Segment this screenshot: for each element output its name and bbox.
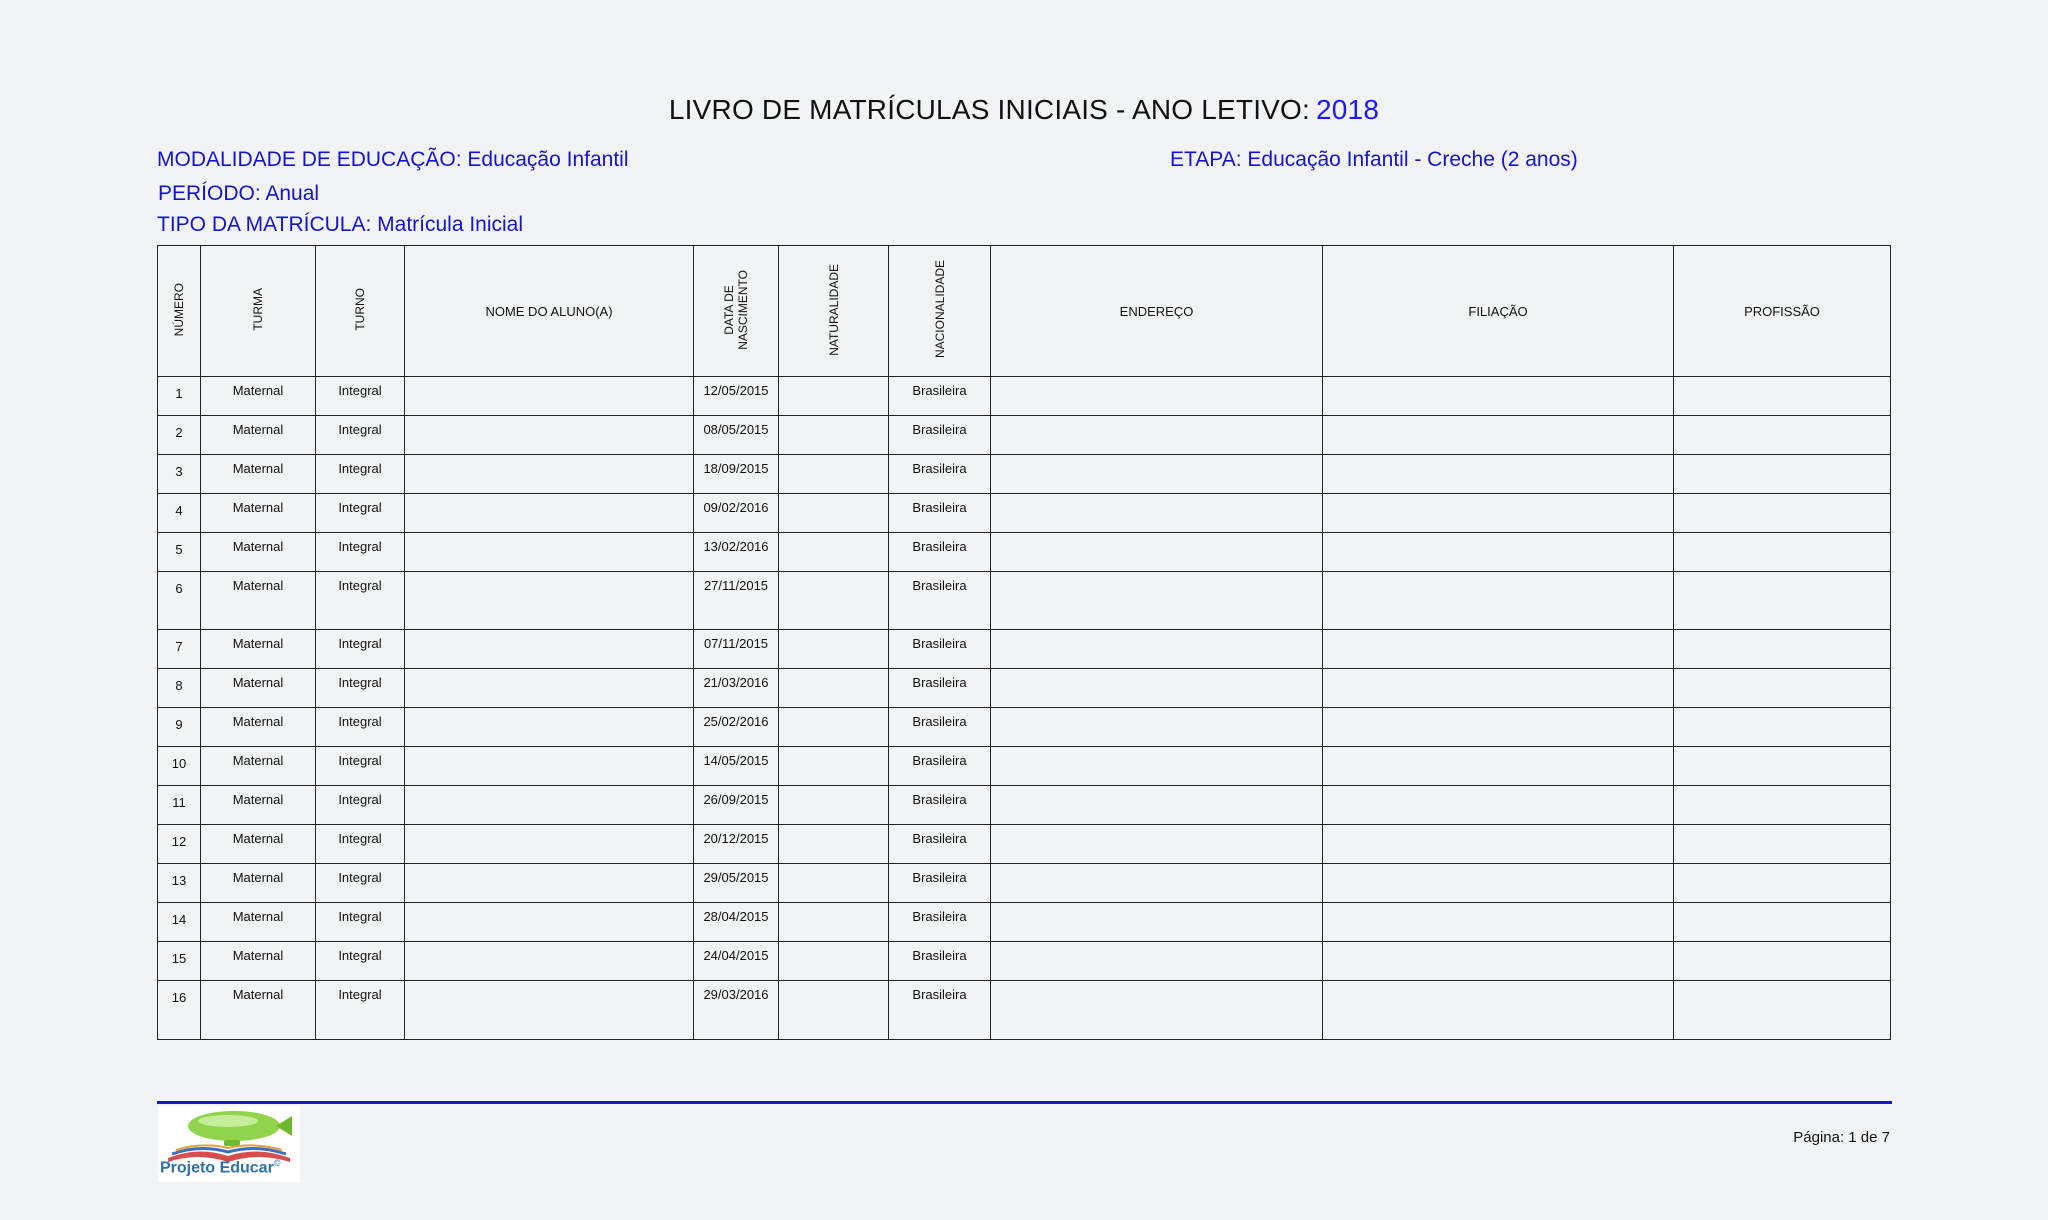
cell-numero: 9 [158, 708, 201, 747]
cell-turno: Integral [316, 455, 405, 494]
cell-turma: Maternal [201, 903, 316, 942]
table-row [158, 455, 1891, 494]
col-nome-label: NOME DO ALUNO(A) [485, 303, 613, 319]
cell-turno: Integral [316, 981, 405, 1040]
cell-naturalidade [779, 708, 889, 747]
cell-turno: Integral [316, 630, 405, 669]
cell-profissao [1674, 708, 1891, 747]
cell-naturalidade [779, 786, 889, 825]
cell-turno: Integral [316, 533, 405, 572]
cell-profissao [1674, 981, 1891, 1040]
cell-profissao [1674, 455, 1891, 494]
cell-turma: Maternal [201, 747, 316, 786]
cell-filiacao [1323, 708, 1674, 747]
cell-nome [405, 572, 694, 630]
cell-numero: 14 [158, 903, 201, 942]
cell-turno: Integral [316, 572, 405, 630]
cell-numero: 8 [158, 669, 201, 708]
cell-turma: Maternal [201, 416, 316, 455]
cell-turno: Integral [316, 864, 405, 903]
table-row [158, 630, 1891, 669]
cell-numero: 7 [158, 630, 201, 669]
cell-numero: 3 [158, 455, 201, 494]
cell-naturalidade [779, 864, 889, 903]
cell-profissao [1674, 572, 1891, 630]
table-row [158, 533, 1891, 572]
cell-data-nascimento: 28/04/2015 [694, 903, 779, 942]
cell-data-nascimento: 18/09/2015 [694, 455, 779, 494]
logo-mark: © [273, 1158, 281, 1168]
cell-profissao [1674, 630, 1891, 669]
col-turma [201, 246, 316, 377]
cell-endereco [991, 786, 1323, 825]
cell-profissao [1674, 416, 1891, 455]
cell-endereco [991, 572, 1323, 630]
cell-naturalidade [779, 669, 889, 708]
cell-nacionalidade: Brasileira [889, 455, 991, 494]
page-number: Página: 1 de 7 [1793, 1129, 1890, 1146]
cell-nome [405, 669, 694, 708]
col-numero [158, 246, 201, 377]
cell-filiacao [1323, 416, 1674, 455]
cell-filiacao [1323, 455, 1674, 494]
cell-profissao [1674, 903, 1891, 942]
cell-turma: Maternal [201, 981, 316, 1040]
cell-data-nascimento: 09/02/2016 [694, 494, 779, 533]
cell-data-nascimento: 12/05/2015 [694, 377, 779, 416]
cell-filiacao [1323, 494, 1674, 533]
cell-nacionalidade: Brasileira [889, 630, 991, 669]
table-row [158, 942, 1891, 981]
cell-turma: Maternal [201, 630, 316, 669]
cell-nacionalidade: Brasileira [889, 747, 991, 786]
cell-nome [405, 864, 694, 903]
cell-turno: Integral [316, 825, 405, 864]
cell-endereco [991, 669, 1323, 708]
cell-nome [405, 708, 694, 747]
col-data-label [722, 270, 750, 350]
title-text: LIVRO DE MATRÍCULAS INICIAIS - ANO LETIVO: [668, 94, 1311, 125]
cell-endereco [991, 494, 1323, 533]
cell-data-nascimento: 13/02/2016 [694, 533, 779, 572]
col-profissao-label: PROFISSÃO [1744, 303, 1820, 319]
cell-data-nascimento: 25/02/2016 [694, 708, 779, 747]
cell-naturalidade [779, 572, 889, 630]
periodo-label: PERÍODO: Anual [158, 182, 320, 205]
cell-data-nascimento: 20/12/2015 [694, 825, 779, 864]
cell-profissao [1674, 864, 1891, 903]
cell-turno: Integral [316, 747, 405, 786]
cell-nome [405, 747, 694, 786]
footer-rule [157, 1101, 1892, 1104]
logo-name: Projeto Educar [160, 1159, 274, 1177]
cell-profissao [1674, 533, 1891, 572]
cell-profissao [1674, 377, 1891, 416]
cell-nome [405, 377, 694, 416]
cell-naturalidade [779, 903, 889, 942]
cell-nacionalidade: Brasileira [889, 942, 991, 981]
cell-endereco [991, 377, 1323, 416]
cell-nacionalidade: Brasileira [889, 786, 991, 825]
cell-turma: Maternal [201, 572, 316, 630]
cell-nome [405, 825, 694, 864]
cell-naturalidade [779, 416, 889, 455]
cell-numero: 2 [158, 416, 201, 455]
cell-endereco [991, 455, 1323, 494]
col-naturalidade [779, 246, 889, 377]
cell-nacionalidade: Brasileira [889, 494, 991, 533]
cell-turno: Integral [316, 708, 405, 747]
cell-naturalidade [779, 981, 889, 1040]
cell-data-nascimento: 26/09/2015 [694, 786, 779, 825]
cell-endereco [991, 981, 1323, 1040]
cell-numero: 16 [158, 981, 201, 1040]
table-row [158, 669, 1891, 708]
cell-filiacao [1323, 786, 1674, 825]
col-turma-label: TURMA [251, 288, 265, 331]
cell-data-nascimento: 21/03/2016 [694, 669, 779, 708]
col-filiacao-label: FILIAÇÃO [1468, 303, 1528, 319]
cell-data-nascimento: 29/05/2015 [694, 864, 779, 903]
cell-nome [405, 416, 694, 455]
cell-filiacao [1323, 630, 1674, 669]
cell-filiacao [1323, 533, 1674, 572]
cell-filiacao [1323, 747, 1674, 786]
cell-profissao [1674, 747, 1891, 786]
cell-nome [405, 903, 694, 942]
cell-turno: Integral [316, 669, 405, 708]
cell-turma: Maternal [201, 494, 316, 533]
cell-numero: 5 [158, 533, 201, 572]
table-row [158, 572, 1891, 630]
col-endereco [991, 246, 1323, 377]
cell-nacionalidade: Brasileira [889, 669, 991, 708]
table-header-row [158, 246, 1891, 377]
cell-turno: Integral [316, 903, 405, 942]
cell-nacionalidade: Brasileira [889, 416, 991, 455]
cell-nome [405, 630, 694, 669]
cell-nacionalidade: Brasileira [889, 903, 991, 942]
col-nome [405, 246, 694, 377]
table-row [158, 786, 1891, 825]
cell-numero: 6 [158, 572, 201, 630]
cell-turma: Maternal [201, 533, 316, 572]
cell-nome [405, 455, 694, 494]
cell-nacionalidade: Brasileira [889, 572, 991, 630]
col-data-line2: NASCIMENTO [736, 269, 750, 350]
cell-numero: 15 [158, 942, 201, 981]
table-row [158, 494, 1891, 533]
cell-filiacao [1323, 864, 1674, 903]
etapa-label: ETAPA: Educação Infantil - Creche (2 anos) [1170, 148, 1578, 171]
cell-nome [405, 786, 694, 825]
cell-naturalidade [779, 747, 889, 786]
cell-filiacao [1323, 825, 1674, 864]
cell-naturalidade [779, 942, 889, 981]
cell-turma: Maternal [201, 669, 316, 708]
cell-data-nascimento: 27/11/2015 [694, 572, 779, 630]
cell-nacionalidade: Brasileira [889, 377, 991, 416]
cell-profissao [1674, 494, 1891, 533]
cell-filiacao [1323, 903, 1674, 942]
cell-turno: Integral [316, 786, 405, 825]
cell-naturalidade [779, 377, 889, 416]
cell-numero: 10 [158, 747, 201, 786]
cell-filiacao [1323, 377, 1674, 416]
cell-turma: Maternal [201, 942, 316, 981]
cell-endereco [991, 864, 1323, 903]
cell-turma: Maternal [201, 377, 316, 416]
col-numero-label: NÚMERO [172, 282, 186, 337]
col-endereco-label: ENDEREÇO [1119, 303, 1194, 319]
cell-filiacao [1323, 572, 1674, 630]
cell-naturalidade [779, 825, 889, 864]
cell-data-nascimento: 24/04/2015 [694, 942, 779, 981]
table-row [158, 377, 1891, 416]
cell-naturalidade [779, 533, 889, 572]
cell-numero: 13 [158, 864, 201, 903]
cell-nacionalidade: Brasileira [889, 533, 991, 572]
cell-numero: 1 [158, 377, 201, 416]
cell-data-nascimento: 08/05/2015 [694, 416, 779, 455]
table-body [158, 377, 1891, 1040]
cell-endereco [991, 533, 1323, 572]
table-row [158, 416, 1891, 455]
table-row [158, 747, 1891, 786]
col-data-line1: DATA DE [722, 284, 736, 335]
col-profissao [1674, 246, 1891, 377]
col-turno [316, 246, 405, 377]
cell-filiacao [1323, 942, 1674, 981]
cell-nome [405, 494, 694, 533]
cell-endereco [991, 630, 1323, 669]
cell-numero: 4 [158, 494, 201, 533]
table-row [158, 825, 1891, 864]
col-nacionalidade-label: NACIONALIDADE [932, 260, 947, 359]
cell-turno: Integral [316, 377, 405, 416]
cell-data-nascimento: 29/03/2016 [694, 981, 779, 1040]
logo-text [160, 1158, 280, 1177]
cell-profissao [1674, 786, 1891, 825]
tipo-matricula-label: TIPO DA MATRÍCULA: Matrícula Inicial [157, 213, 524, 236]
cell-endereco [991, 825, 1323, 864]
cell-turma: Maternal [201, 455, 316, 494]
cell-naturalidade [779, 630, 889, 669]
cell-endereco [991, 747, 1323, 786]
cell-turma: Maternal [201, 825, 316, 864]
cell-nome [405, 533, 694, 572]
cell-turno: Integral [316, 416, 405, 455]
page-title [0, 94, 2048, 126]
cell-filiacao [1323, 669, 1674, 708]
table-row [158, 903, 1891, 942]
cell-nome [405, 981, 694, 1040]
cell-numero: 12 [158, 825, 201, 864]
cell-turno: Integral [316, 494, 405, 533]
cell-nacionalidade: Brasileira [889, 864, 991, 903]
col-data-nascimento [694, 246, 779, 377]
cell-naturalidade [779, 494, 889, 533]
cell-profissao [1674, 669, 1891, 708]
matriculas-table [157, 245, 1891, 1040]
cell-data-nascimento: 07/11/2015 [694, 630, 779, 669]
col-nacionalidade [889, 246, 991, 377]
cell-nacionalidade: Brasileira [889, 708, 991, 747]
cell-nome [405, 942, 694, 981]
table-row [158, 981, 1891, 1040]
title-year: 2018 [1316, 94, 1380, 125]
col-filiacao [1323, 246, 1674, 377]
col-turno-label: TURNO [353, 288, 367, 331]
cell-endereco [991, 942, 1323, 981]
modalidade-label: MODALIDADE DE EDUCAÇÃO: Educação Infantil [157, 148, 629, 171]
cell-numero: 11 [158, 786, 201, 825]
cell-turma: Maternal [201, 786, 316, 825]
table-row [158, 864, 1891, 903]
cell-filiacao [1323, 981, 1674, 1040]
cell-endereco [991, 416, 1323, 455]
table-row [158, 708, 1891, 747]
cell-turma: Maternal [201, 708, 316, 747]
col-naturalidade-label: NATURALIDADE [826, 263, 841, 356]
cell-endereco [991, 903, 1323, 942]
cell-naturalidade [779, 455, 889, 494]
cell-profissao [1674, 942, 1891, 981]
cell-nacionalidade: Brasileira [889, 825, 991, 864]
cell-data-nascimento: 14/05/2015 [694, 747, 779, 786]
cell-nacionalidade: Brasileira [889, 981, 991, 1040]
cell-turno: Integral [316, 942, 405, 981]
cell-endereco [991, 708, 1323, 747]
cell-profissao [1674, 825, 1891, 864]
cell-turma: Maternal [201, 864, 316, 903]
